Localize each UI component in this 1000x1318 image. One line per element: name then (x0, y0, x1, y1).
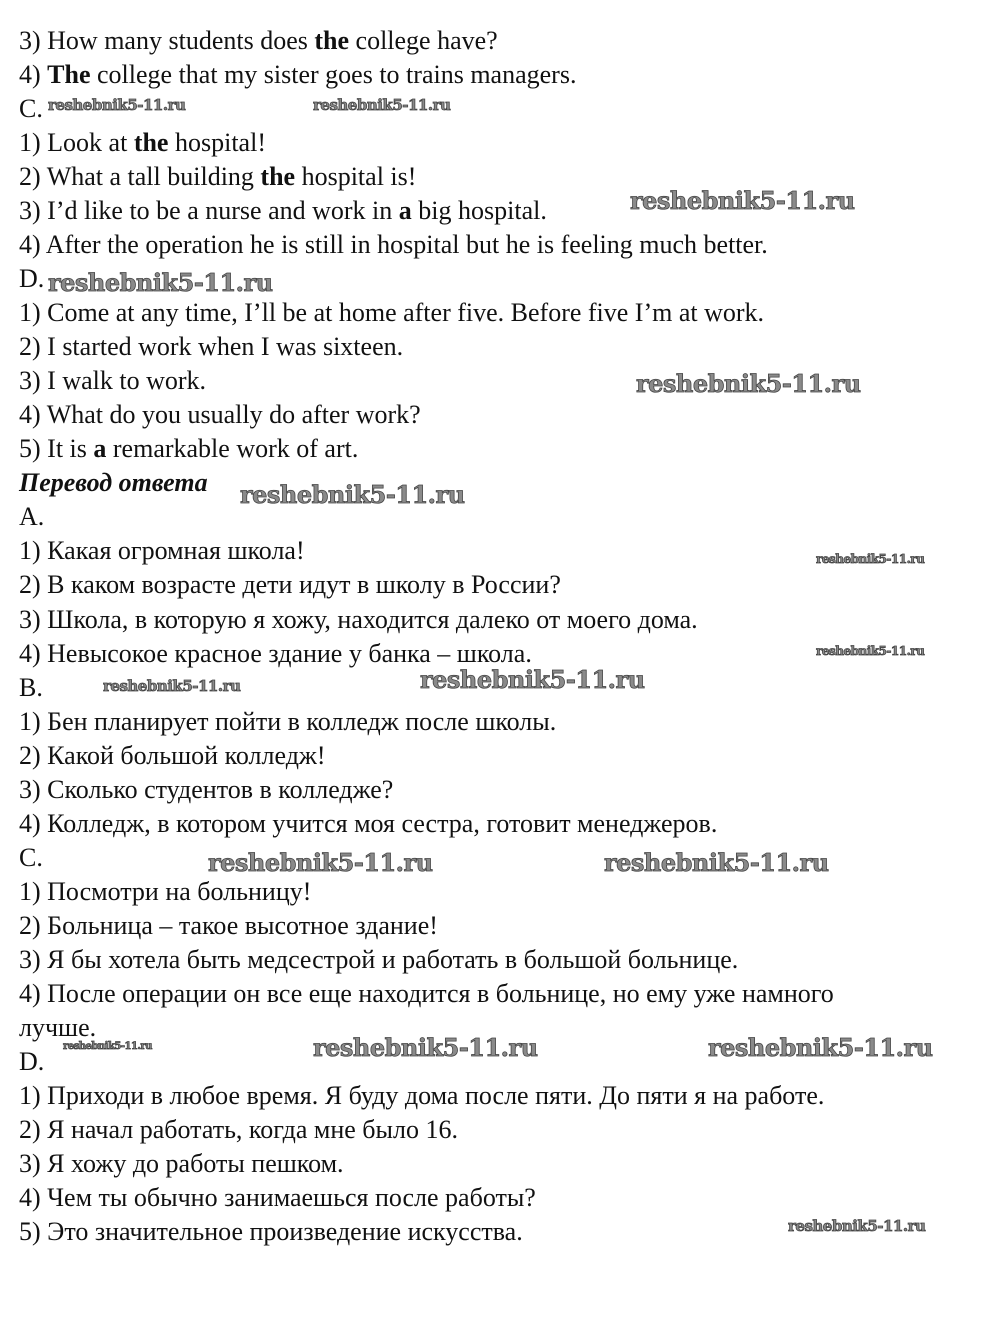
text-segment: hospital! (168, 128, 266, 158)
text-segment: college have? (349, 26, 498, 55)
text-line (19, 1045, 44, 1079)
text-line (19, 228, 768, 262)
text-segment: 4) Чем ты обычно занимаешься после работы? (19, 1183, 536, 1213)
watermark: reshebnik5-11.ru (48, 96, 186, 114)
text-segment: 5) It is (19, 434, 94, 464)
text-segment: 2) Какой большой колледж! (19, 740, 326, 770)
article-answer: the (260, 162, 296, 192)
text-segment: hospital is! (295, 162, 417, 192)
text-line (19, 58, 576, 92)
text-segment: remarkable work of art. (106, 434, 359, 464)
text-segment: 4) Колледж, в котором учится моя сестра, готовит менеджеров. (19, 808, 718, 838)
text-line (19, 364, 206, 398)
watermark: reshebnik5-11.ru (816, 644, 925, 658)
section-heading (19, 466, 208, 500)
watermark: reshebnik5-11.ru (630, 186, 855, 215)
text-segment: 1) Come at any time, I’ll be at home after five. Before five I’m at work. (19, 298, 765, 328)
text-line (19, 943, 738, 977)
text-line (19, 1113, 458, 1147)
text-line (19, 875, 311, 909)
text-segment: B. (19, 672, 43, 702)
text-segment: 2) В каком возрасте дети идут в школу в России? (19, 570, 561, 600)
text-line (19, 977, 834, 1011)
text-segment: 2) I started work when I was sixteen. (19, 332, 404, 362)
watermark: reshebnik5-11.ru (708, 1033, 933, 1062)
text-segment: лучше. (19, 1012, 97, 1042)
article-answer: the (314, 26, 350, 55)
watermark: reshebnik5-11.ru (604, 848, 829, 877)
text-line (19, 296, 764, 330)
text-line (19, 330, 403, 364)
text-line (19, 1147, 344, 1181)
watermark: reshebnik5-11.ru (636, 369, 861, 398)
text-line (19, 126, 266, 160)
text-segment: 1) Какая огромная школа! (19, 536, 305, 566)
text-line (19, 432, 358, 466)
text-segment: D. (19, 264, 45, 294)
text-line (19, 534, 305, 568)
text-line (19, 1011, 96, 1045)
text-segment: 3) I walk to work. (19, 366, 207, 396)
text-segment: D. (19, 1046, 45, 1076)
text-line (19, 568, 561, 602)
text-segment: college that my sister goes to trains managers. (90, 60, 577, 90)
article-answer: a (398, 196, 412, 226)
text-line (19, 603, 698, 637)
text-segment: 3) How many students does (19, 26, 315, 55)
text-segment: 2) What a tall building (19, 162, 261, 192)
text-segment: 3) Я хожу до работы пешком. (19, 1148, 344, 1178)
text-segment: 4) Невысокое красное здание у банка – школа. (19, 638, 532, 668)
text-line (19, 1181, 536, 1215)
text-line (19, 705, 556, 739)
text-segment: 4) После операции он все еще находится в больнице, но ему уже намного (19, 978, 834, 1008)
text-line (19, 1079, 824, 1113)
text-segment: 4) What do you usually do after work? (19, 400, 421, 430)
text-line (19, 194, 547, 228)
text-line (19, 24, 498, 58)
text-line (19, 671, 43, 705)
text-line (19, 398, 421, 432)
text-segment: A. (19, 502, 45, 532)
text-segment: big hospital. (411, 196, 547, 226)
text-segment: 3) I’d like to be a nurse and work in (19, 196, 399, 226)
watermark: reshebnik5-11.ru (420, 665, 645, 694)
watermark: reshebnik5-11.ru (313, 1033, 538, 1062)
text-line (19, 773, 393, 807)
text-line (19, 739, 326, 773)
text-segment: 2) Больница – такое высотное здание! (19, 910, 438, 940)
text-segment: 3) Школа, в которую я хожу, находится далеко от моего дома. (19, 604, 698, 634)
watermark: reshebnik5-11.ru (103, 677, 241, 695)
watermark: reshebnik5-11.ru (788, 1217, 926, 1235)
watermark: reshebnik5-11.ru (313, 96, 451, 114)
text-segment: 3) Я бы хотела быть медсестрой и работать в большой больнице. (19, 944, 739, 974)
article-answer: a (93, 434, 107, 464)
text-line (19, 160, 416, 194)
text-segment: 2) Я начал работать, когда мне было 16. (19, 1114, 458, 1144)
text-segment: 1) Посмотри на больницу! (19, 876, 312, 906)
text-segment: 4) After the operation he is still in hospital but he is feeling much better. (19, 230, 768, 260)
text-line (19, 841, 43, 875)
text-line (19, 92, 43, 126)
text-segment: 3) Сколько студентов в колледже? (19, 774, 394, 804)
watermark: reshebnik5-11.ru (208, 848, 433, 877)
text-line (19, 1215, 523, 1249)
text-segment: 1) Приходи в любое время. Я буду дома после пяти. До пяти я на работе. (19, 1080, 825, 1110)
text-segment: 5) Это значительное произведение искусства. (19, 1217, 523, 1247)
text-segment: C. (19, 94, 43, 124)
watermark: reshebnik5-11.ru (240, 480, 465, 509)
text-segment: 1) Бен планирует пойти в колледж после школы. (19, 706, 557, 736)
text-line (19, 262, 44, 296)
text-line (19, 807, 717, 841)
article-answer: the (133, 128, 169, 158)
text-segment: 4) (19, 60, 48, 90)
text-line (19, 909, 438, 943)
watermark: reshebnik5-11.ru (63, 1041, 152, 1052)
text-segment: C. (19, 842, 43, 872)
watermark: reshebnik5-11.ru (48, 268, 273, 297)
article-answer: The (47, 60, 91, 90)
text-segment: 1) Look at (19, 128, 134, 158)
watermark: reshebnik5-11.ru (816, 552, 925, 566)
text-line (19, 500, 44, 534)
text-segment: Перевод ответа (19, 468, 208, 498)
